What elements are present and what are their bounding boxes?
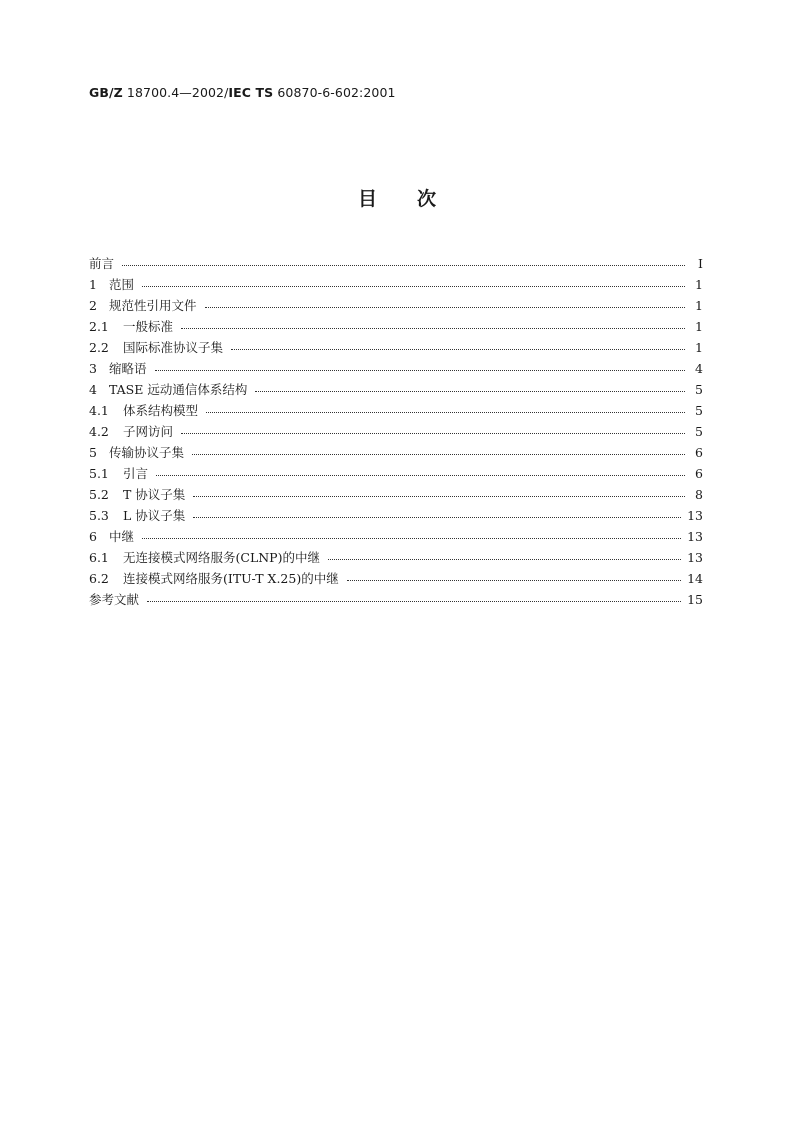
toc-entry-title: L 协议子集 (123, 508, 186, 523)
toc-entry-page: 4 (695, 361, 703, 376)
toc-dot-leader (192, 454, 685, 455)
toc-entry-title: TASE 远动通信体系结构 (109, 382, 248, 397)
toc-entry[interactable] (89, 547, 703, 568)
toc-entry[interactable] (89, 337, 703, 358)
toc-dot-leader (231, 349, 685, 350)
toc-entry[interactable] (89, 484, 703, 505)
toc-entry[interactable] (89, 400, 703, 421)
toc-dot-leader (193, 496, 685, 497)
toc-dot-leader (147, 601, 681, 602)
toc-entry[interactable] (89, 526, 703, 547)
toc-entry-page: 14 (687, 571, 703, 586)
toc-entry-page: 5 (695, 382, 703, 397)
toc-entry-number: 5 (89, 445, 97, 460)
toc-entry-title: 体系结构模型 (123, 403, 199, 418)
standard-code-iec: IEC TS (228, 85, 274, 100)
toc-entry[interactable] (89, 379, 703, 400)
toc-dot-leader (255, 391, 685, 392)
toc-entry-number: 2.2 (89, 340, 109, 355)
toc-dot-leader (347, 580, 681, 581)
toc-dot-leader (328, 559, 681, 560)
toc-entry-title: 缩略语 (109, 361, 147, 376)
toc-entry-page: 15 (687, 592, 703, 607)
standard-code-tail: 60870-6-602:2001 (277, 85, 396, 100)
toc-dot-leader (181, 433, 685, 434)
toc-dot-leader (142, 286, 685, 287)
toc-entry-page: 6 (695, 466, 703, 481)
toc-dot-leader (181, 328, 685, 329)
toc-entry[interactable] (89, 589, 703, 610)
toc-entry-title: 子网访问 (123, 424, 174, 439)
toc-entry-title: 规范性引用文件 (109, 298, 197, 313)
toc-entry-title: 国际标准协议子集 (123, 340, 224, 355)
document-header (89, 85, 396, 100)
toc-dot-leader (122, 265, 685, 266)
toc-entry-title: 连接模式网络服务(ITU-T X.25)的中继 (123, 571, 339, 586)
toc-entry-number: 2 (89, 298, 97, 313)
toc-entry-number: 6.2 (89, 571, 109, 586)
toc-entry-number: 5.3 (89, 508, 109, 523)
toc-entry-page: 13 (687, 508, 703, 523)
toc-entry-title: 前言 (89, 256, 115, 271)
toc-entry-page: 13 (687, 529, 703, 544)
toc-entry-number: 4.2 (89, 424, 109, 439)
toc-dot-leader (205, 307, 685, 308)
toc-dot-leader (142, 538, 681, 539)
toc-entry-page: 1 (695, 319, 703, 334)
toc-entry-page: 1 (695, 340, 703, 355)
toc-entry-page: 1 (695, 277, 703, 292)
toc-dot-leader (156, 475, 685, 476)
toc-entry-number: 4.1 (89, 403, 109, 418)
toc-entry[interactable] (89, 568, 703, 589)
toc-entry-title: 参考文献 (89, 592, 140, 607)
toc-entry[interactable] (89, 358, 703, 379)
toc-entry-page: 5 (695, 424, 703, 439)
toc-entry-page: 1 (695, 298, 703, 313)
toc-entry-page: 6 (695, 445, 703, 460)
toc-dot-leader (155, 370, 685, 371)
toc-list (89, 253, 703, 610)
toc-entry[interactable] (89, 274, 703, 295)
toc-entry-page: 13 (687, 550, 703, 565)
toc-entry-page: I (698, 256, 703, 271)
toc-dot-leader (193, 517, 681, 518)
toc-entry-page: 5 (695, 403, 703, 418)
toc-entry-number: 5.2 (89, 487, 109, 502)
standard-code-prefix: GB/Z (89, 85, 123, 100)
toc-entry[interactable] (89, 421, 703, 442)
toc-entry[interactable] (89, 295, 703, 316)
toc-entry-title: 引言 (123, 466, 149, 481)
toc-entry[interactable] (89, 505, 703, 526)
toc-entry-title: 传输协议子集 (109, 445, 185, 460)
toc-entry-title: 中继 (109, 529, 135, 544)
toc-entry-number: 6 (89, 529, 97, 544)
toc-entry-title: T 协议子集 (123, 487, 186, 502)
toc-entry-number: 5.1 (89, 466, 109, 481)
toc-dot-leader (206, 412, 685, 413)
toc-entry[interactable] (89, 316, 703, 337)
toc-entry-number: 4 (89, 382, 97, 397)
toc-entry-number: 2.1 (89, 319, 109, 334)
toc-entry-title: 无连接模式网络服务(CLNP)的中继 (123, 550, 320, 565)
toc-entry-page: 8 (695, 487, 703, 502)
toc-entry[interactable] (89, 463, 703, 484)
toc-entry[interactable] (89, 442, 703, 463)
toc-entry-number: 1 (89, 277, 97, 292)
toc-entry-title: 范围 (109, 277, 135, 292)
toc-entry-number: 3 (89, 361, 97, 376)
toc-entry-title: 一般标准 (123, 319, 174, 334)
standard-code-main: 18700.4—2002/ (126, 85, 229, 100)
toc-entry-number: 6.1 (89, 550, 109, 565)
toc-entry[interactable] (89, 253, 703, 274)
toc-title: 目次 (357, 188, 476, 210)
